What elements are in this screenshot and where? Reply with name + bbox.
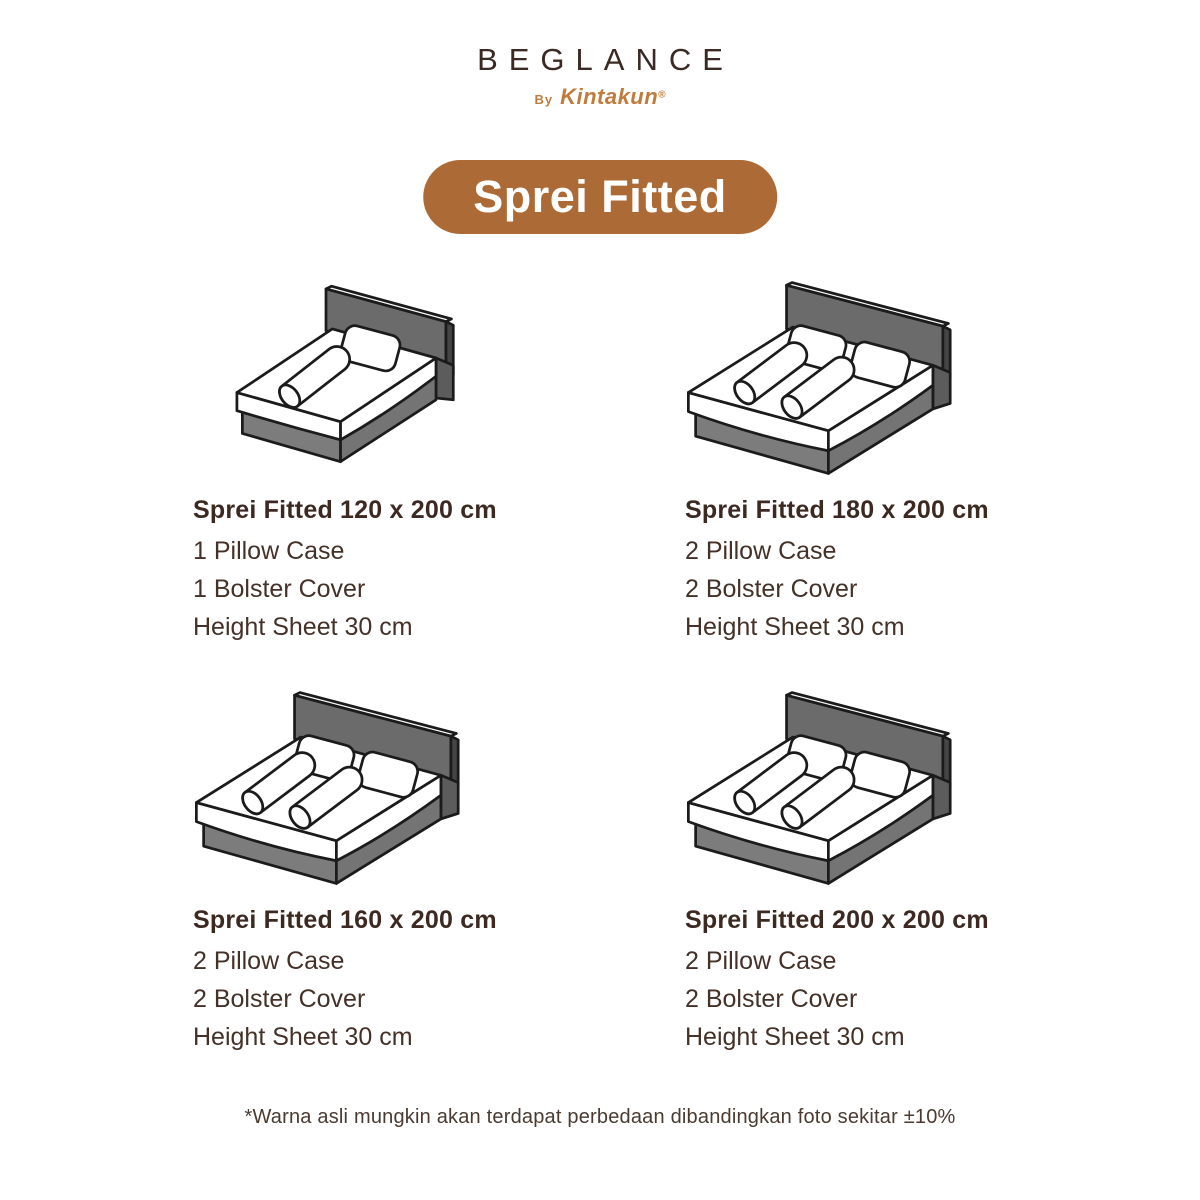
product-info — [193, 494, 540, 646]
product-card — [672, 278, 1032, 646]
product-detail: Height Sheet 30 cm — [685, 613, 905, 641]
product-detail: 2 Pillow Case — [685, 947, 837, 975]
product-detail: 2 Pillow Case — [193, 947, 345, 975]
product-detail: 2 Bolster Cover — [685, 985, 858, 1013]
brand-logo — [0, 42, 1200, 110]
disclaimer-note: *Warna asli mungkin akan terdapat perbedaan dibandingkan foto sekitar ±10% — [244, 1106, 956, 1128]
brand-byline — [0, 84, 1200, 110]
brand-byline-prefix: By — [534, 92, 554, 107]
double-bed-illustration — [180, 688, 480, 888]
product-info — [685, 904, 1032, 1056]
product-detail: 2 Pillow Case — [685, 537, 837, 565]
product-detail: Height Sheet 30 cm — [193, 1023, 413, 1051]
category-badge: Sprei Fitted — [423, 160, 777, 234]
double-bed-illustration — [672, 278, 972, 478]
product-detail: 2 Bolster Cover — [193, 985, 366, 1013]
single-bed-illustration — [196, 278, 496, 478]
product-title: Sprei Fitted 180 x 200 cm — [685, 496, 989, 524]
bed-illustration-use — [237, 286, 453, 461]
bed-illustration-use — [196, 693, 458, 884]
product-card — [672, 688, 1032, 1056]
product-card — [180, 278, 540, 646]
brand-byline-name: Kintakun — [560, 84, 659, 109]
bed-illustration-use — [688, 283, 950, 474]
bed-illustration-use — [688, 693, 950, 884]
brand-logo-text: BEGLANCE — [477, 42, 734, 77]
double-bed-illustration — [672, 688, 972, 888]
registered-trademark-symbol: ® — [658, 89, 666, 101]
product-card — [180, 688, 540, 1056]
product-detail: 1 Bolster Cover — [193, 575, 366, 603]
product-detail: Height Sheet 30 cm — [193, 613, 413, 641]
product-title: Sprei Fitted 160 x 200 cm — [193, 906, 497, 934]
product-title: Sprei Fitted 200 x 200 cm — [685, 906, 989, 934]
product-detail: 1 Pillow Case — [193, 537, 345, 565]
product-info — [685, 494, 1032, 646]
product-detail: 2 Bolster Cover — [685, 575, 858, 603]
product-info — [193, 904, 540, 1056]
product-title: Sprei Fitted 120 x 200 cm — [193, 496, 497, 524]
product-detail: Height Sheet 30 cm — [685, 1023, 905, 1051]
